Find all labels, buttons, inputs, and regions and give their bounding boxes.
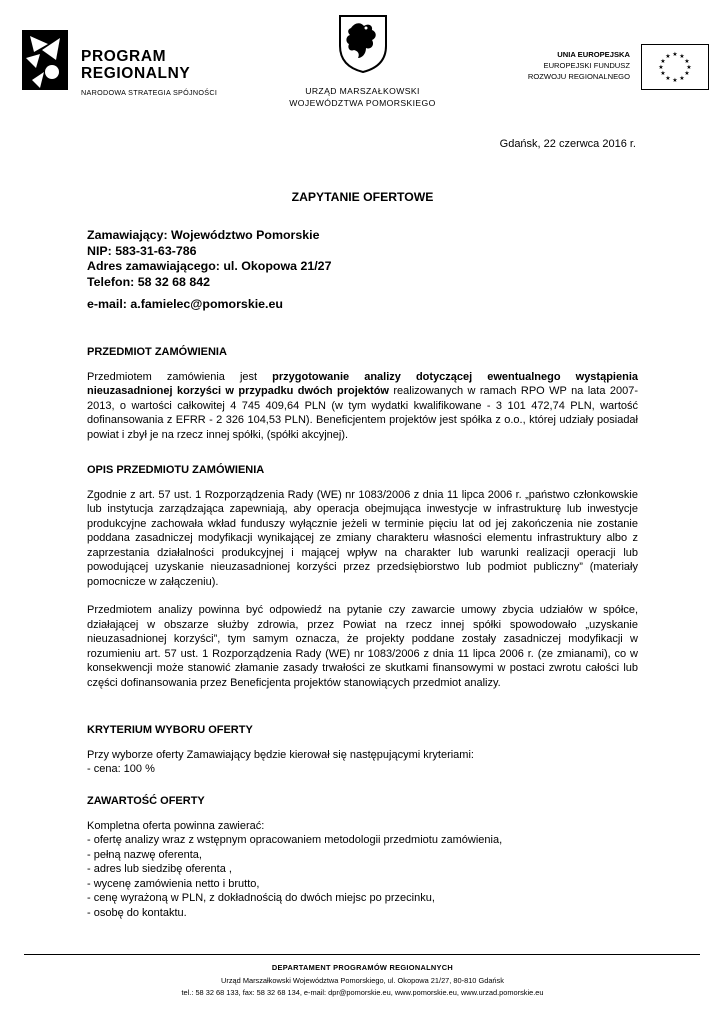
program-logo-subtitle: NARODOWA STRATEGIA SPÓJNOŚCI (81, 88, 218, 97)
svg-text:★: ★ (660, 58, 666, 65)
list-item: - ofertę analizy wraz z wstępnym opracowaniem metodologii przedmiotu zamówienia, (87, 834, 503, 846)
criteria-section (87, 723, 638, 777)
program-star-icon (22, 30, 74, 92)
program-logo-line1: PROGRAM (81, 48, 167, 65)
list-item: - pełną nazwę oferenta, (87, 848, 202, 861)
urzad-marszalkowski-logo (275, 14, 450, 108)
eu-logo (500, 44, 710, 94)
contractor-info (87, 228, 331, 313)
svg-text:★: ★ (672, 77, 678, 84)
criteria-line1: Przy wyborze oferty Zamawiający będzie kierował się następującymi kryteriami: (87, 748, 474, 761)
eu-logo-line1: UNIA EUROPEJSKA (557, 50, 630, 59)
contractor-nip: NIP: 583-31-63-786 (87, 243, 197, 258)
office-logo-line2: WOJEWÓDZTWA POMORSKIEGO (289, 98, 436, 108)
eu-flag-icon (641, 44, 709, 90)
subject-bold: przygotowanie analizy dotyczącej ewentualnego wystąpienia nieuzasadnionej korzyści w przypadku dwóch projektów (87, 370, 638, 397)
svg-text:★: ★ (665, 53, 671, 60)
svg-text:★: ★ (660, 70, 666, 77)
description-para2: Przedmiotem analizy powinna być odpowiedź na pytanie czy zawarcie umowy zbycia udziałów w spółce, działającej w obszarze służby zdrowia, przez Powiat na rzecz innej spółki spowodowało „uzyskanie nieuzasadnionej korzyści”, tym samym oznacza, że projekty poddane zostały zasadniczej modyfikacji w rozumieniu art. 57 ust. 1 Rozporządzenia Rady (WE) nr 1083/2006 z dnia 11 lipca 2006 r. (ze zmianami), co w konsekwencji może stanowić złamanie zasady trwałości ze skutkami finansowymi w postaci zwrotu całości lub części dofinansowania przez Beneficjenta projektów stanowiących przedmiot analizy. (87, 604, 638, 689)
contractor-email: e-mail: a.famielec@pomorskie.eu (87, 297, 283, 312)
contractor-address: Adres zamawiającego: ul. Okopowa 21/27 (87, 259, 332, 274)
contents-heading: ZAWARTOŚĆ OFERTY (87, 795, 205, 807)
contents-intro: Kompletna oferta powinna zawierać: (87, 819, 265, 832)
criteria-heading: KRYTERIUM WYBORU OFERTY (87, 724, 253, 736)
svg-text:★: ★ (684, 58, 690, 65)
program-regionalny-logo (22, 28, 252, 98)
document-date: Gdańsk, 22 czerwca 2016 r. (499, 138, 636, 150)
contents-section (87, 794, 638, 920)
svg-text:★: ★ (672, 51, 678, 58)
list-item: - wycenę zamówienia netto i brutto, (87, 877, 260, 890)
subject-lead: Przedmiotem zamówienia jest (87, 370, 273, 383)
office-logo-line1: URZĄD MARSZAŁKOWSKI (305, 86, 420, 96)
criteria-line2: - cena: 100 % (87, 763, 155, 775)
subject-heading: PRZEDMIOT ZAMÓWIENIA (87, 346, 227, 358)
subject-text (87, 370, 638, 443)
program-logo-line2: REGIONALNY (81, 65, 191, 82)
eu-logo-line2: EUROPEJSKI FUNDUSZ (543, 61, 630, 70)
list-item: - adres lub siedzibę oferenta , (87, 863, 232, 875)
list-item: - cenę wyrażoną w PLN, z dokładnością do dwóch miejsc po przecinku, (87, 892, 435, 904)
subject-section (87, 345, 638, 442)
svg-text:★: ★ (679, 53, 685, 60)
contractor-name: Zamawiający: Województwo Pomorskie (87, 228, 320, 242)
contractor-phone: Telefon: 58 32 68 842 (87, 274, 211, 289)
svg-text:★: ★ (665, 75, 671, 82)
description-para1: Zgodnie z art. 57 ust. 1 Rozporządzenia Rady (WE) nr 1083/2006 z dnia 11 lipca 2006 r. „państwo członkowskie lub instytucja zarządzająca zapewniają, aby operacja obejmująca inwestycje w infrastrukturę lub inwestycje produkcyjne zachowała wkład funduszy wyłącznie jeżeli w terminie pięciu lat od jej zakończenia nie zostanie poddana zasadniczej modyfikacji wynikającej ze zmiany charakteru własności elementu infrastruktury albo z zaprzestania działalności produkcyjnej i mającej wpływ na charakter lub warunki realizacji operacji lub powodującej uzyskanie nieuzasadnionej korzyści przez przedsiębiorstwo lub podmiot publiczny” (materiały pomocnicze w załączeniu). (87, 488, 638, 588)
list-item: - osobę do kontaktu. (87, 906, 187, 919)
svg-text:★: ★ (684, 70, 690, 77)
subject-rest: realizowanych w ramach RPO WP na lata 2007-2013, o wartości całkowitej 4 745 409,64 PLN (w tym wydatki kwalifikowane - 3 101 472,74 PLN, wartość dofinansowania z EFRR - 2 326 104,53 PLN). Beneficjentem projektów jest spółka z o.o., której udziały posiadał powiat i zbył je na rzecz innej spółki, (spółki akcyjnej). (87, 385, 638, 441)
footer-address: Urząd Marszałkowski Województwa Pomorskiego, ul. Okopowa 21/27, 80-810 Gdańsk (221, 975, 504, 985)
svg-text:★: ★ (658, 64, 664, 71)
document-title: ZAPYTANIE OFERTOWE (291, 190, 434, 204)
description-section (87, 463, 638, 690)
description-heading: OPIS PRZEDMIOTU ZAMÓWIENIA (87, 464, 265, 476)
griffin-coat-of-arms-icon (337, 14, 389, 74)
footer-contact: tel.: 58 32 68 133, fax: 58 32 68 134, e-mail: dpr@pomorskie.eu, www.pomorskie.eu, www.urzad.pomorskie.eu (181, 988, 544, 997)
footer (0, 962, 725, 1000)
footer-department: DEPARTAMENT PROGRAMÓW REGIONALNYCH (271, 963, 454, 972)
svg-text:★: ★ (679, 75, 685, 82)
eu-logo-line3: ROZWOJU REGIONALNEGO (527, 72, 630, 81)
svg-text:★: ★ (686, 64, 692, 71)
footer-divider (24, 954, 700, 955)
